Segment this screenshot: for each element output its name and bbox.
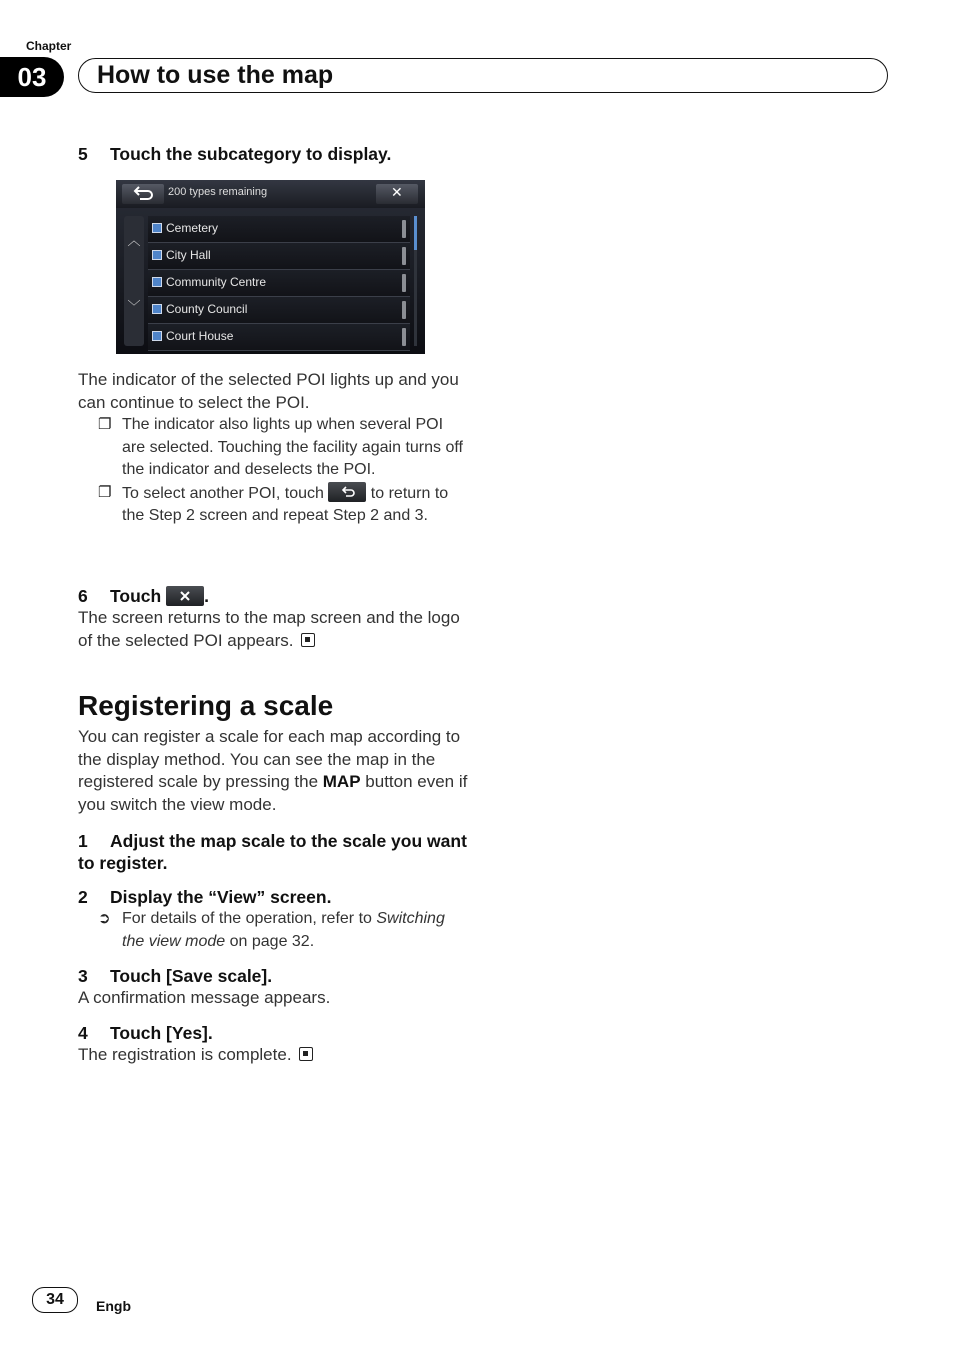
step-text: Touch [Save scale]. bbox=[110, 966, 273, 986]
returns-text: The screen returns to the map screen and the logo of the selected POI appears. bbox=[78, 608, 460, 650]
list-item-label: City Hall bbox=[166, 248, 211, 262]
map-button-name: MAP bbox=[322, 772, 361, 791]
list-item[interactable] bbox=[148, 243, 410, 270]
poi-subcategory-screenshot bbox=[116, 180, 425, 354]
inline-back-button bbox=[328, 482, 366, 502]
step-number: 3 bbox=[78, 966, 88, 986]
selection-indicator bbox=[402, 301, 406, 319]
types-remaining-label: 200 types remaining bbox=[168, 186, 268, 198]
list-scroll-buttons bbox=[124, 216, 144, 346]
section-intro bbox=[78, 726, 468, 816]
list-item[interactable] bbox=[148, 297, 410, 324]
chevron-up-icon: ︿ bbox=[127, 233, 141, 248]
poi-icon bbox=[152, 223, 162, 233]
chapter-title-box bbox=[78, 58, 888, 93]
scroll-down-button[interactable] bbox=[124, 296, 144, 354]
note-checkbox-icon: ❐ bbox=[98, 416, 112, 433]
note-several-poi bbox=[78, 414, 468, 482]
step-6 bbox=[78, 585, 468, 607]
note-select-another bbox=[78, 482, 468, 528]
complete-paragraph bbox=[78, 1044, 468, 1067]
reference-note bbox=[78, 908, 468, 953]
chapter-label: Chapter bbox=[26, 39, 72, 53]
list-item[interactable] bbox=[148, 216, 410, 243]
poi-icon bbox=[152, 277, 162, 287]
reference-text-before: For details of the operation, refer to bbox=[122, 910, 372, 927]
end-mark-icon bbox=[299, 1047, 313, 1061]
close-icon: ✕ bbox=[391, 184, 403, 200]
scroll-up-button[interactable] bbox=[124, 230, 144, 290]
list-item-label: Court House bbox=[166, 329, 234, 343]
list-item[interactable] bbox=[148, 270, 410, 297]
step-text: Touch [Yes]. bbox=[110, 1022, 213, 1043]
page-number: 34 bbox=[32, 1287, 78, 1313]
step-text: Adjust the map scale to the scale you want to register. bbox=[78, 831, 467, 873]
selection-indicator bbox=[402, 328, 406, 346]
chapter-number: 03 bbox=[0, 57, 64, 97]
scrollbar-thumb bbox=[414, 216, 417, 250]
intro-text-after: button even if you switch the view mode. bbox=[78, 772, 468, 814]
step-number: 5 bbox=[78, 144, 88, 164]
note-text-before: To select another POI, touch bbox=[122, 484, 324, 502]
section-heading: Registering a scale bbox=[78, 690, 334, 721]
step-text: Touch bbox=[110, 586, 162, 606]
step-number: 2 bbox=[78, 887, 88, 907]
scale-step-2 bbox=[78, 886, 468, 908]
back-arrow-icon bbox=[122, 184, 164, 204]
indicator-section bbox=[78, 369, 468, 528]
step-number: 6 bbox=[78, 586, 88, 606]
chapter-title: How to use the map bbox=[97, 61, 334, 89]
step-number: 1 bbox=[78, 831, 88, 851]
reference-arrow-icon: ➲ bbox=[98, 910, 111, 927]
poi-icon bbox=[152, 250, 162, 260]
scale-step-4 bbox=[78, 1022, 468, 1044]
list-item[interactable] bbox=[148, 324, 410, 351]
close-icon bbox=[178, 589, 192, 603]
chevron-down-icon: ﹀ bbox=[127, 299, 141, 314]
subcategory-list bbox=[148, 216, 410, 351]
scale-step-1 bbox=[78, 830, 468, 874]
indicator-paragraph: The indicator of the selected POI lights up and you can continue to select the POI. bbox=[78, 370, 459, 412]
close-button[interactable] bbox=[376, 184, 418, 204]
end-mark-icon bbox=[301, 633, 315, 647]
step-5 bbox=[78, 143, 468, 165]
back-button[interactable] bbox=[122, 184, 164, 204]
registering-scale-section bbox=[78, 690, 468, 1066]
list-item-label: County Council bbox=[166, 302, 248, 316]
reference-text-after: on page 32. bbox=[229, 932, 315, 950]
inline-close-button bbox=[166, 586, 204, 606]
step-period: . bbox=[204, 586, 209, 606]
selection-indicator bbox=[402, 220, 406, 238]
list-item-label: Cemetery bbox=[166, 221, 219, 235]
note-text: The indicator also lights up when several POI are selected. Touching the facility again turns off the indicator and deselects the POI. bbox=[122, 416, 463, 478]
poi-icon bbox=[152, 331, 162, 341]
language-code: Engb bbox=[96, 1298, 131, 1314]
scale-step-3 bbox=[78, 965, 468, 987]
step-text: Display the “View” screen. bbox=[110, 887, 332, 907]
returns-paragraph bbox=[78, 607, 468, 652]
selection-indicator bbox=[402, 247, 406, 265]
step-6-section bbox=[78, 585, 468, 652]
step-text: Touch the subcategory to display. bbox=[110, 144, 392, 164]
confirmation-paragraph: A confirmation message appears. bbox=[78, 988, 331, 1007]
step-number: 4 bbox=[78, 1022, 88, 1043]
list-item-label: Community Centre bbox=[166, 275, 267, 289]
selection-indicator bbox=[402, 274, 406, 292]
note-checkbox-icon: ❐ bbox=[98, 483, 112, 501]
intro-text-before: You can register a scale for each map according to the display method. You can see the map in the registered scale by pressing the bbox=[78, 727, 461, 791]
complete-text: The registration is complete. bbox=[78, 1044, 292, 1064]
reference-link-title[interactable]: Switching the view mode bbox=[122, 910, 445, 950]
back-arrow-icon bbox=[340, 485, 356, 499]
note-text-after: to return to the Step 2 screen and repeat Step 2 and 3. bbox=[122, 484, 449, 524]
poi-icon bbox=[152, 304, 162, 314]
